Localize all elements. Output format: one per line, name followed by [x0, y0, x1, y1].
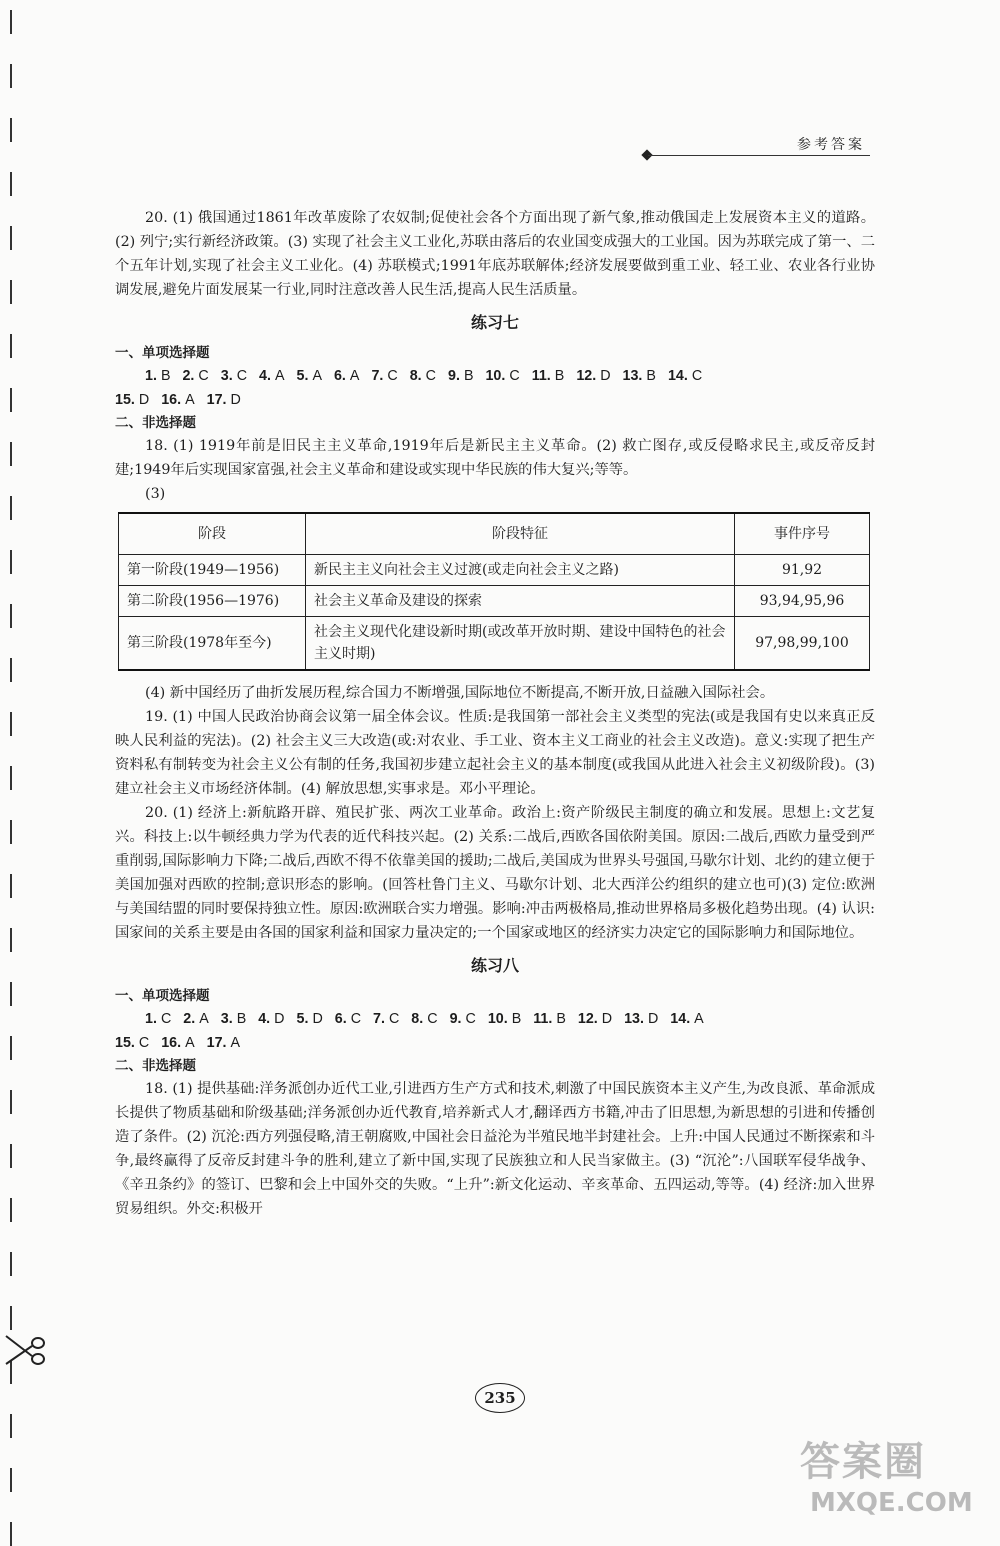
q18-sub4-answer: (4) 新中国经历了曲折发展历程,综合国力不断增强,国际地位不断提高,不断开放,日益融入国际社会。 [145, 685, 775, 701]
cut-line-dash [10, 442, 12, 466]
choices-line [115, 1007, 875, 1031]
choice-number: 4. [259, 368, 271, 384]
table-header: 阶段特征 [306, 513, 735, 555]
choice-answer [450, 1011, 476, 1027]
choice-answer [373, 1011, 399, 1027]
choice-answer [115, 1035, 149, 1051]
choices-line [115, 388, 875, 412]
choice-answer [145, 1011, 171, 1027]
choice-letter: A [694, 1011, 704, 1027]
choice-number: 7. [373, 1011, 385, 1027]
choice-number: 3. [220, 368, 233, 384]
choices-line [115, 1031, 875, 1055]
choice-letter: B [463, 368, 474, 384]
choice-letter: C [465, 1011, 476, 1027]
choice-letter: D [230, 392, 241, 408]
choice-answer [334, 368, 359, 384]
table-row [119, 555, 870, 586]
choice-letter: D [274, 1011, 285, 1027]
section-single-choice: 一、单项选择题 [115, 988, 210, 1004]
choice-letter: C [138, 1035, 150, 1051]
choice-number: 10. [487, 1011, 508, 1027]
choice-number: 17. [206, 392, 227, 408]
choice-answer [183, 1011, 208, 1027]
choice-answer [258, 1011, 284, 1027]
choice-letter: A [199, 1011, 209, 1027]
choice-number: 13. [624, 1011, 644, 1027]
q18-answer: 18. (1) 1919年前是旧民主主义革命,1919年后是新民主主义革命。(2) 救亡图存,或反侵略求民主,或反帝反封建;1949年后实现国家富强,社会主义革命和建设或实现中华民族的伟大复兴;等等。 [115, 438, 875, 478]
cut-line-dash [10, 280, 12, 304]
choice-number: 8. [409, 368, 422, 384]
choice-answer [411, 1011, 437, 1027]
choice-answer [668, 368, 702, 384]
choice-letter: B [646, 368, 656, 384]
cut-line-dash [10, 658, 12, 682]
choice-letter: B [556, 1011, 566, 1027]
choice-number: 10. [485, 368, 506, 384]
watermark-logo [800, 1430, 990, 1525]
choice-letter: A [349, 368, 360, 384]
choice-answer [207, 1035, 240, 1051]
page-number: 235 [475, 1383, 525, 1413]
choice-answer [335, 1011, 361, 1027]
stage-cell: 第一阶段(1949—1956) [119, 555, 306, 586]
choice-number: 6. [334, 1011, 347, 1027]
cut-line-dash [10, 1522, 12, 1546]
cut-line-dash [10, 982, 12, 1006]
header-rule [648, 155, 870, 156]
events-cell: 91,92 [735, 555, 870, 586]
choice-letter: D [138, 392, 150, 408]
choice-letter: B [511, 1011, 522, 1027]
cut-line-dash [10, 226, 12, 250]
feature-cell: 新民主主义向社会主义过渡(或走向社会主义之路) [306, 555, 735, 586]
choice-letter: C [350, 1011, 362, 1027]
cut-line-dash [10, 712, 12, 736]
choice-number: 1. [145, 1011, 157, 1027]
cut-line-dash [10, 496, 12, 520]
choice-letter: A [185, 392, 195, 408]
choice-answer [115, 392, 149, 408]
choice-number: 9. [448, 368, 460, 384]
section-non-choice: 二、非选择题 [115, 415, 196, 431]
choice-number: 9. [449, 1011, 462, 1027]
choice-answer [623, 368, 656, 384]
choice-letter: D [312, 1011, 323, 1027]
cut-line-dash [10, 1468, 12, 1492]
section-non-choice: 二、非选择题 [115, 1058, 196, 1074]
cut-line-dash [10, 1252, 12, 1276]
choice-answer [670, 1011, 703, 1027]
cut-line-dash [10, 1090, 12, 1114]
choice-number: 16. [161, 1035, 182, 1051]
choice-number: 8. [411, 1011, 424, 1027]
choice-letter: A [312, 368, 322, 384]
choice-letter: C [198, 368, 209, 384]
q20-answer: 20. (1) 俄国通过1861年改革废除了农奴制;促使社会各个方面出现了新气象,推动俄国走上发展资本主义的道路。(2) 列宁;实行新经济政策。(3) 实现了社会主义工业化,苏联由落后的农业国变成强大的工业国。因为苏联完成了第一、二个五年计划,实现了社会主义工业化。(4) 苏联模式;1991年底苏联解体;经济发展要做到重工业、轻工业、农业各行业协调发展,避免片面发展某一行业,同时注意改善人民生活,提高人民生活质量。 [115, 210, 875, 298]
choice-number: 7. [371, 368, 384, 384]
table-header: 事件序号 [735, 513, 870, 555]
choice-answer [161, 392, 194, 408]
choice-letter: A [185, 1035, 195, 1051]
choice-answer [297, 368, 322, 384]
choice-number: 15. [115, 1035, 135, 1051]
cut-line-dash [10, 334, 12, 358]
cut-line-dash [10, 874, 12, 898]
choices-line [115, 364, 875, 388]
choice-answer [371, 368, 397, 384]
answer-content [115, 206, 875, 1221]
cut-line [6, 0, 18, 1529]
choice-letter: B [554, 368, 565, 384]
choice-answer [533, 1011, 566, 1027]
q20-answer: 20. (1) 经济上:新航路开辟、殖民扩张、两次工业革命。政治上:资产阶级民主制度的确立和发展。思想上:文艺复兴。科技上:以牛顿经典力学为代表的近代科技兴起。(2) 关系:二战后,西欧各国依附美国。原因:二战后,西欧力量受到严重削弱,国际影响力下降;二战后,西欧不得不依靠美国的援助;二战后,美国成为世界头号强国,马歇尔计划、北约的建立便于美国加强对西欧的控制;意识形态的影响。(回答杜鲁门主义、马歇尔计划、北大西洋公约组织的建立也可)(3) 定位:欧洲与美国结盟的同时要保持独立性。原因:欧洲联合实力增强。影响:冲击两极格局,推动世界格局多极化趋势出现。(4) 认识:国家间的关系主要是由各国的国家利益和国家力量决定的;一个国家或地区的经济实力决定它的国际影响力和国际地位。 [115, 805, 875, 941]
choice-letter: C [236, 368, 248, 384]
table-header: 阶段 [119, 513, 306, 555]
cut-line-dash [10, 10, 12, 34]
choice-number: 4. [258, 1011, 271, 1027]
choice-letter: C [387, 368, 398, 384]
choice-letter: A [274, 368, 285, 384]
exercise-8-title: 练习八 [470, 956, 519, 975]
table-row [119, 617, 870, 671]
choice-number: 13. [622, 368, 643, 384]
feature-cell: 社会主义现代化建设新时期(或改革开放时期、建设中国特色的社会主义时期) [306, 617, 735, 671]
cut-line-dash [10, 1198, 12, 1222]
choice-number: 11. [533, 1011, 553, 1027]
choice-number: 2. [182, 368, 195, 384]
choice-number: 14. [667, 368, 688, 384]
q18-answer: 18. (1) 提供基础:洋务派创办近代工业,引进西方生产方式和技术,刺激了中国民族资本主义产生,为改良派、革命派成长提供了物质基础和阶级基础;洋务派创办近代教育,培养新式人才,翻译西方书籍,冲击了旧思想,为新思想的引进和传播创造了条件。(2) 沉沦:西方列强侵略,清王朝腐败,中国社会日益沦为半殖民地半封建社会。上升:中国人民通过不断探索和斗争,最终赢得了反帝反封建斗争的胜利,建立了新中国,实现了民族独立和人民当家做主。(3) “沉沦”:八国联军侵华战争、《辛丑条约》的签订、巴黎和会上中国外交的失败。“上升”:新文化运动、辛亥革命、五四运动,等等。(4) 经济:加入世界贸易组织。外交:积极开 [115, 1081, 875, 1217]
choice-answer [221, 1011, 246, 1027]
events-cell: 93,94,95,96 [735, 586, 870, 617]
choice-number: 15. [115, 392, 135, 408]
choice-number: 1. [145, 368, 157, 384]
choice-number: 17. [206, 1035, 227, 1051]
choice-answer [576, 368, 610, 384]
cut-line-dash [10, 604, 12, 628]
choice-answer [488, 1011, 521, 1027]
cut-line-dash [10, 820, 12, 844]
choice-answer [221, 368, 247, 384]
choice-letter: D [600, 368, 611, 384]
choice-letter: D [601, 1011, 613, 1027]
choice-letter: B [236, 1011, 247, 1027]
events-cell: 97,98,99,100 [735, 617, 870, 671]
choice-number: 12. [576, 368, 597, 384]
choice-letter: D [647, 1011, 659, 1027]
choice-letter: B [160, 368, 171, 384]
choice-answer [410, 368, 436, 384]
q18-sub3-label: (3) [145, 486, 166, 502]
choice-letter: C [388, 1011, 400, 1027]
cut-line-dash [10, 1036, 12, 1060]
choice-letter: C [427, 1011, 438, 1027]
choice-answer [207, 392, 241, 408]
feature-cell: 社会主义革命及建设的探索 [306, 586, 735, 617]
cut-line-dash [10, 1414, 12, 1438]
choice-answer [578, 1011, 612, 1027]
choice-number: 5. [296, 368, 309, 384]
choice-number: 14. [670, 1011, 691, 1027]
choice-number: 16. [161, 392, 182, 408]
choice-number: 2. [183, 1011, 196, 1027]
stage-cell: 第三阶段(1978年至今) [119, 617, 306, 671]
choice-number: 3. [220, 1011, 233, 1027]
choice-letter: C [425, 368, 436, 384]
choice-letter: C [509, 368, 520, 384]
stage-cell: 第二阶段(1956—1976) [119, 586, 306, 617]
cut-line-dash [10, 388, 12, 412]
table-row [119, 586, 870, 617]
choice-letter: C [691, 368, 703, 384]
choice-answer [448, 368, 473, 384]
choice-answer [259, 368, 284, 384]
cut-line-dash [10, 766, 12, 790]
cut-line-dash [10, 1144, 12, 1168]
choice-number: 12. [577, 1011, 598, 1027]
q19-answer: 19. (1) 中国人民政治协商会议第一届全体会议。性质:是我国第一部社会主义类型的宪法(或是我国有史以来真正反映人民利益的宪法)。(2) 社会主义三大改造(或:对农业、手工业、资本主义工商业的社会主义改造)。意义:实现了把生产资料私有制转变为社会主义公有制的任务,我国初步建立起社会主义的基本制度(或我国从此进入社会主义初级阶段)。(3) 建立社会主义市场经济体制。(4) 解放思想,实事求是。邓小平理论。 [115, 709, 875, 797]
cut-line-dash [10, 550, 12, 574]
section-single-choice: 一、单项选择题 [115, 345, 210, 361]
choice-answer [145, 368, 170, 384]
cut-line-dash [10, 64, 12, 88]
choice-number: 5. [296, 1011, 309, 1027]
cut-line-dash [10, 172, 12, 196]
choice-answer [485, 368, 519, 384]
choice-letter: C [160, 1011, 172, 1027]
header-title: 参考答案 [797, 137, 865, 153]
choice-number: 11. [531, 368, 551, 384]
watermark-title: 答案圈 [800, 1439, 926, 1485]
choice-answer [624, 1011, 658, 1027]
choice-answer [182, 368, 208, 384]
choice-number: 6. [333, 368, 346, 384]
choice-answer [161, 1035, 194, 1051]
watermark-site: MXQE.COM [810, 1488, 973, 1518]
cut-line-dash [10, 928, 12, 952]
cut-line-dash [10, 118, 12, 142]
stage-table [118, 512, 870, 671]
choice-letter: A [230, 1035, 241, 1051]
cut-line-dash [10, 1306, 12, 1330]
choice-answer [532, 368, 565, 384]
scissors-icon [2, 1330, 48, 1372]
choice-answer [297, 1011, 323, 1027]
exercise-7-title: 练习七 [470, 313, 519, 332]
